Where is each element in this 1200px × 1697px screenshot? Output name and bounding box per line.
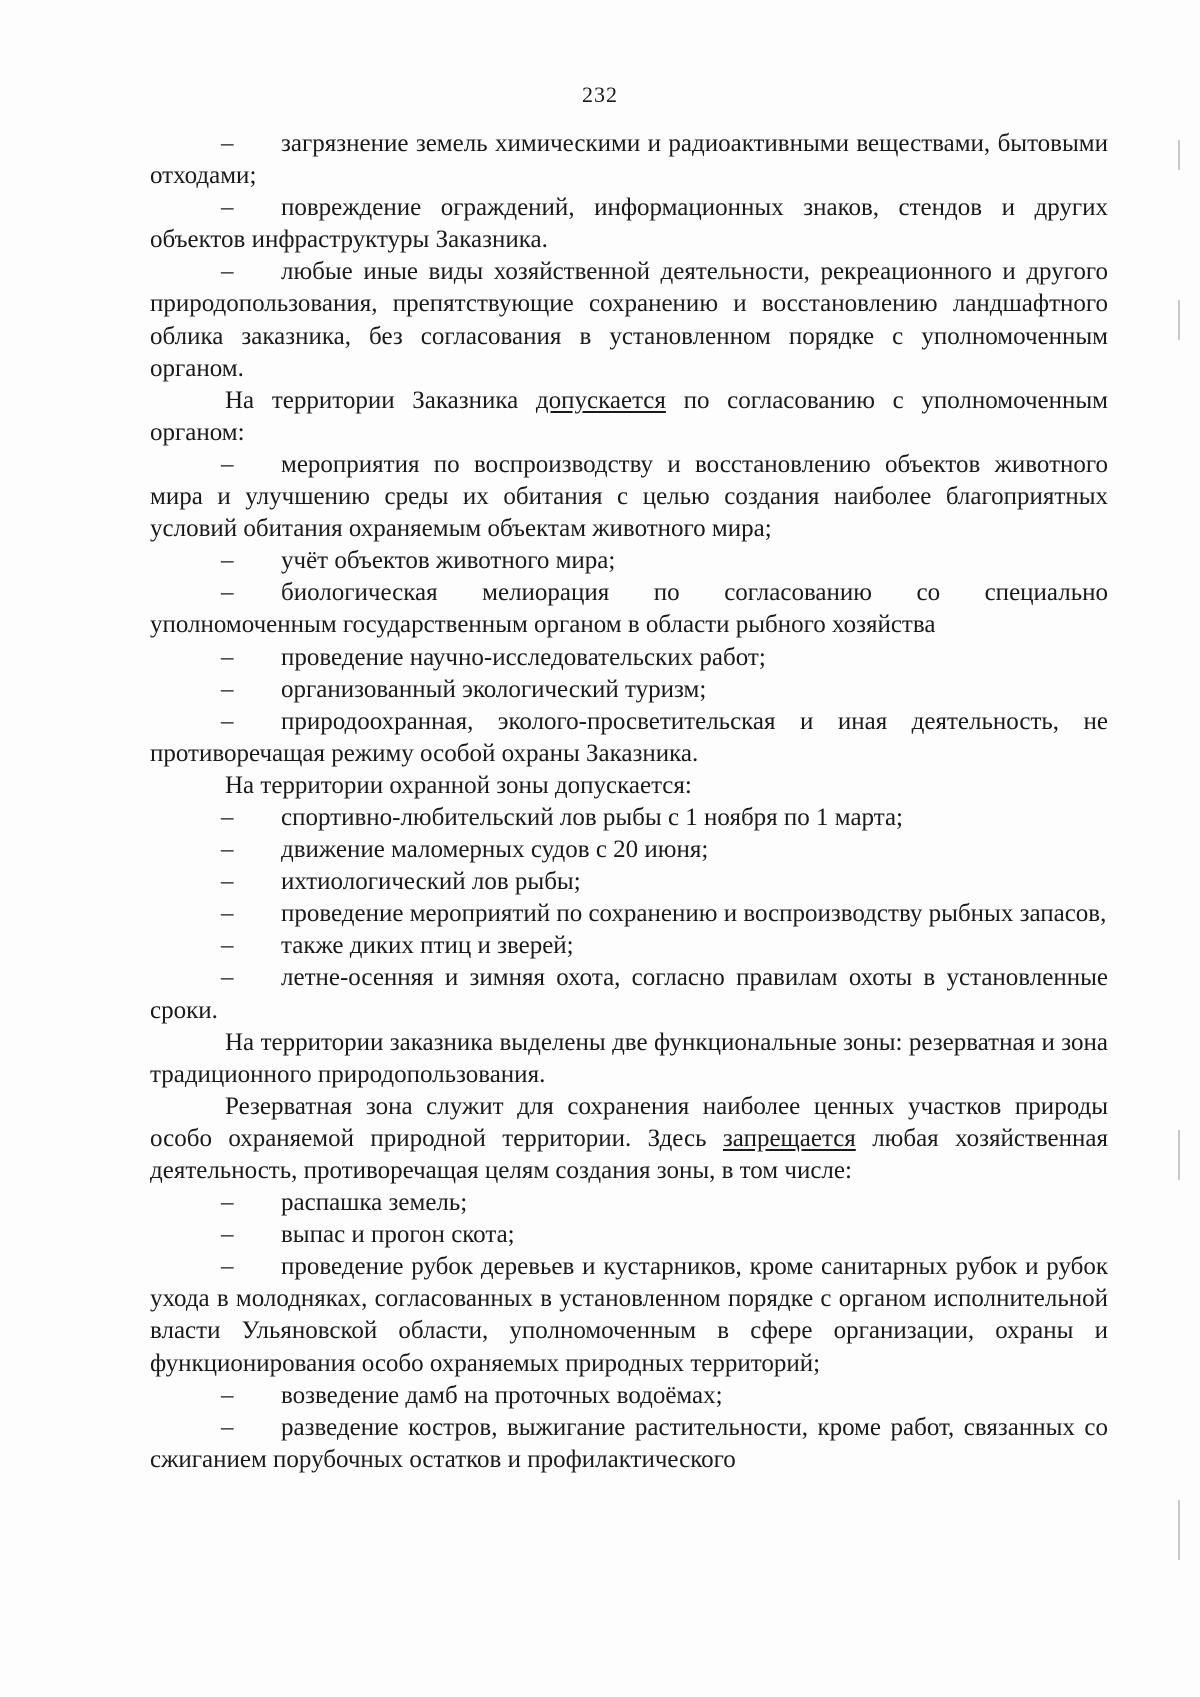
scan-artifact (1178, 1130, 1180, 1180)
bullet-item (150, 1412, 1108, 1476)
bullet-dash: – (221, 450, 234, 478)
paragraph-text: любая хозяйственная деятельность, противоречащая целям создания зоны, в том числе: (150, 1124, 1108, 1184)
bullet-text: организованный экологический туризм; (281, 675, 707, 703)
bullet-item (150, 834, 1108, 866)
scan-artifact (1178, 140, 1180, 170)
bullet-item (150, 1380, 1108, 1412)
bullet-dash: – (221, 1381, 234, 1409)
bullet-item (150, 962, 1108, 1026)
bullet-text: проведение мероприятий по сохранению и воспроизводству рыбных запасов, (281, 900, 1107, 928)
bullet-item (150, 866, 1108, 898)
scan-artifact (1178, 1500, 1180, 1560)
bullet-dash: – (221, 1253, 234, 1281)
bullet-item (150, 802, 1108, 834)
scan-artifact (1178, 300, 1180, 340)
bullet-text: разведение костров, выжигание растительности, кроме работ, связанных со сжиганием порубочных остатков и профилактического (150, 1413, 1108, 1473)
bullet-dash: – (221, 1413, 234, 1441)
bullet-text: природоохранная, эколого-просветительская и иная деятельность, не противоречащая режиму особой охраны Заказника. (150, 707, 1108, 767)
paragraph-text: по согласованию с уполномоченным органом: (150, 386, 1108, 446)
bullet-dash: – (221, 707, 234, 735)
bullet-item (150, 674, 1108, 706)
bullet-dash: – (221, 900, 234, 928)
paragraph-buffer-zone: На территории охранной зоны допускается: (225, 771, 692, 799)
bullet-text: спортивно-любительский лов рыбы с 1 ноября по 1 марта; (281, 803, 903, 831)
bullet-item (150, 1219, 1108, 1251)
bullet-dash: – (221, 803, 234, 831)
bullet-dash: – (221, 194, 234, 222)
bullet-item (150, 1251, 1108, 1379)
bullet-text: проведение рубок деревьев и кустарников, кроме санитарных рубок и рубок ухода в молодняках, согласованных в установленном порядке с органом исполнительной власти Ульяновской области, уполномоченным в сфере организации, охраны и функционирования особо охраняемых природных территорий; (150, 1253, 1108, 1377)
bullet-text: выпас и прогон скота; (281, 1221, 515, 1249)
bullet-item (150, 449, 1108, 545)
bullet-text: биологическая мелиорация по согласованию со специально уполномоченным государственным органом в области рыбного хозяйства (150, 579, 1108, 639)
bullet-dash: – (221, 964, 234, 992)
bullet-text: повреждение ограждений, информационных знаков, стендов и других объектов инфраструктуры Заказника. (150, 194, 1108, 254)
bullet-text: любые иные виды хозяйственной деятельности, рекреационного и другого природопользования, препятствующие сохранению и восстановлению ландшафтного облика заказника, без согласования в установленном порядке с уполномоченным органом. (150, 258, 1108, 382)
bullet-item (150, 192, 1108, 256)
bullet-text: также диких птиц и зверей; (281, 932, 574, 960)
bullet-item (150, 930, 1108, 962)
bullet-item (150, 256, 1108, 384)
bullet-dash: – (221, 868, 234, 896)
bullet-text: мероприятия по воспроизводству и восстановлению объектов животного мира и улучшению среды их обитания с целью создания наиболее благоприятных условий обитания охраняемым объектам животного мира; (150, 450, 1108, 543)
bullet-dash: – (221, 130, 234, 157)
paragraph-allowed-intro (150, 385, 1108, 449)
bullet-dash: – (221, 932, 234, 960)
bullet-text: загрязнение земель химическими и радиоактивными веществами, бытовыми отходами; (150, 130, 1108, 190)
document-body (150, 128, 1108, 1476)
paragraph-text: На территории Заказника (225, 386, 536, 414)
bullet-text: учёт объектов животного мира; (281, 547, 616, 575)
bullet-text: возведение дамб на проточных водоёмах; (281, 1381, 723, 1409)
bullet-dash: – (221, 547, 234, 575)
paragraph-text: Резерватная зона служит для сохранения наиболее ценных участков природы особо охраняемой природной территории. Здесь (150, 1092, 1108, 1152)
bullet-item (150, 642, 1108, 674)
bullet-item (150, 577, 1108, 641)
bullet-item (150, 706, 1108, 770)
bullet-text: летне-осенняя и зимняя охота, согласно правилам охоты в установленные сроки. (150, 964, 1108, 1024)
bullet-dash: – (221, 836, 234, 864)
bullet-item (150, 128, 1108, 192)
paragraph-reserve-zone (150, 1091, 1108, 1187)
underlined-keyword: запрещается (722, 1124, 856, 1152)
bullet-dash: – (221, 675, 234, 703)
bullet-text: распашка земель; (281, 1189, 468, 1217)
bullet-item (150, 545, 1108, 577)
bullet-dash: – (221, 1221, 234, 1249)
bullet-dash: – (221, 643, 234, 671)
bullet-text: ихтиологический лов рыбы; (281, 868, 581, 896)
bullet-dash: – (221, 1189, 234, 1217)
bullet-item (150, 898, 1108, 930)
bullet-text: движение маломерных судов с 20 июня; (281, 836, 709, 864)
bullet-dash: – (221, 579, 234, 607)
paragraph-functional-zones: На территории заказника выделены две функциональные зоны: резерватная и зона традиционного природопользования. (150, 1028, 1108, 1088)
bullet-item (150, 1187, 1108, 1219)
bullet-text: проведение научно-исследовательских работ; (281, 643, 766, 671)
page-number: 232 (582, 82, 618, 107)
bullet-dash: – (221, 258, 234, 286)
underlined-keyword: допускается (535, 386, 666, 414)
